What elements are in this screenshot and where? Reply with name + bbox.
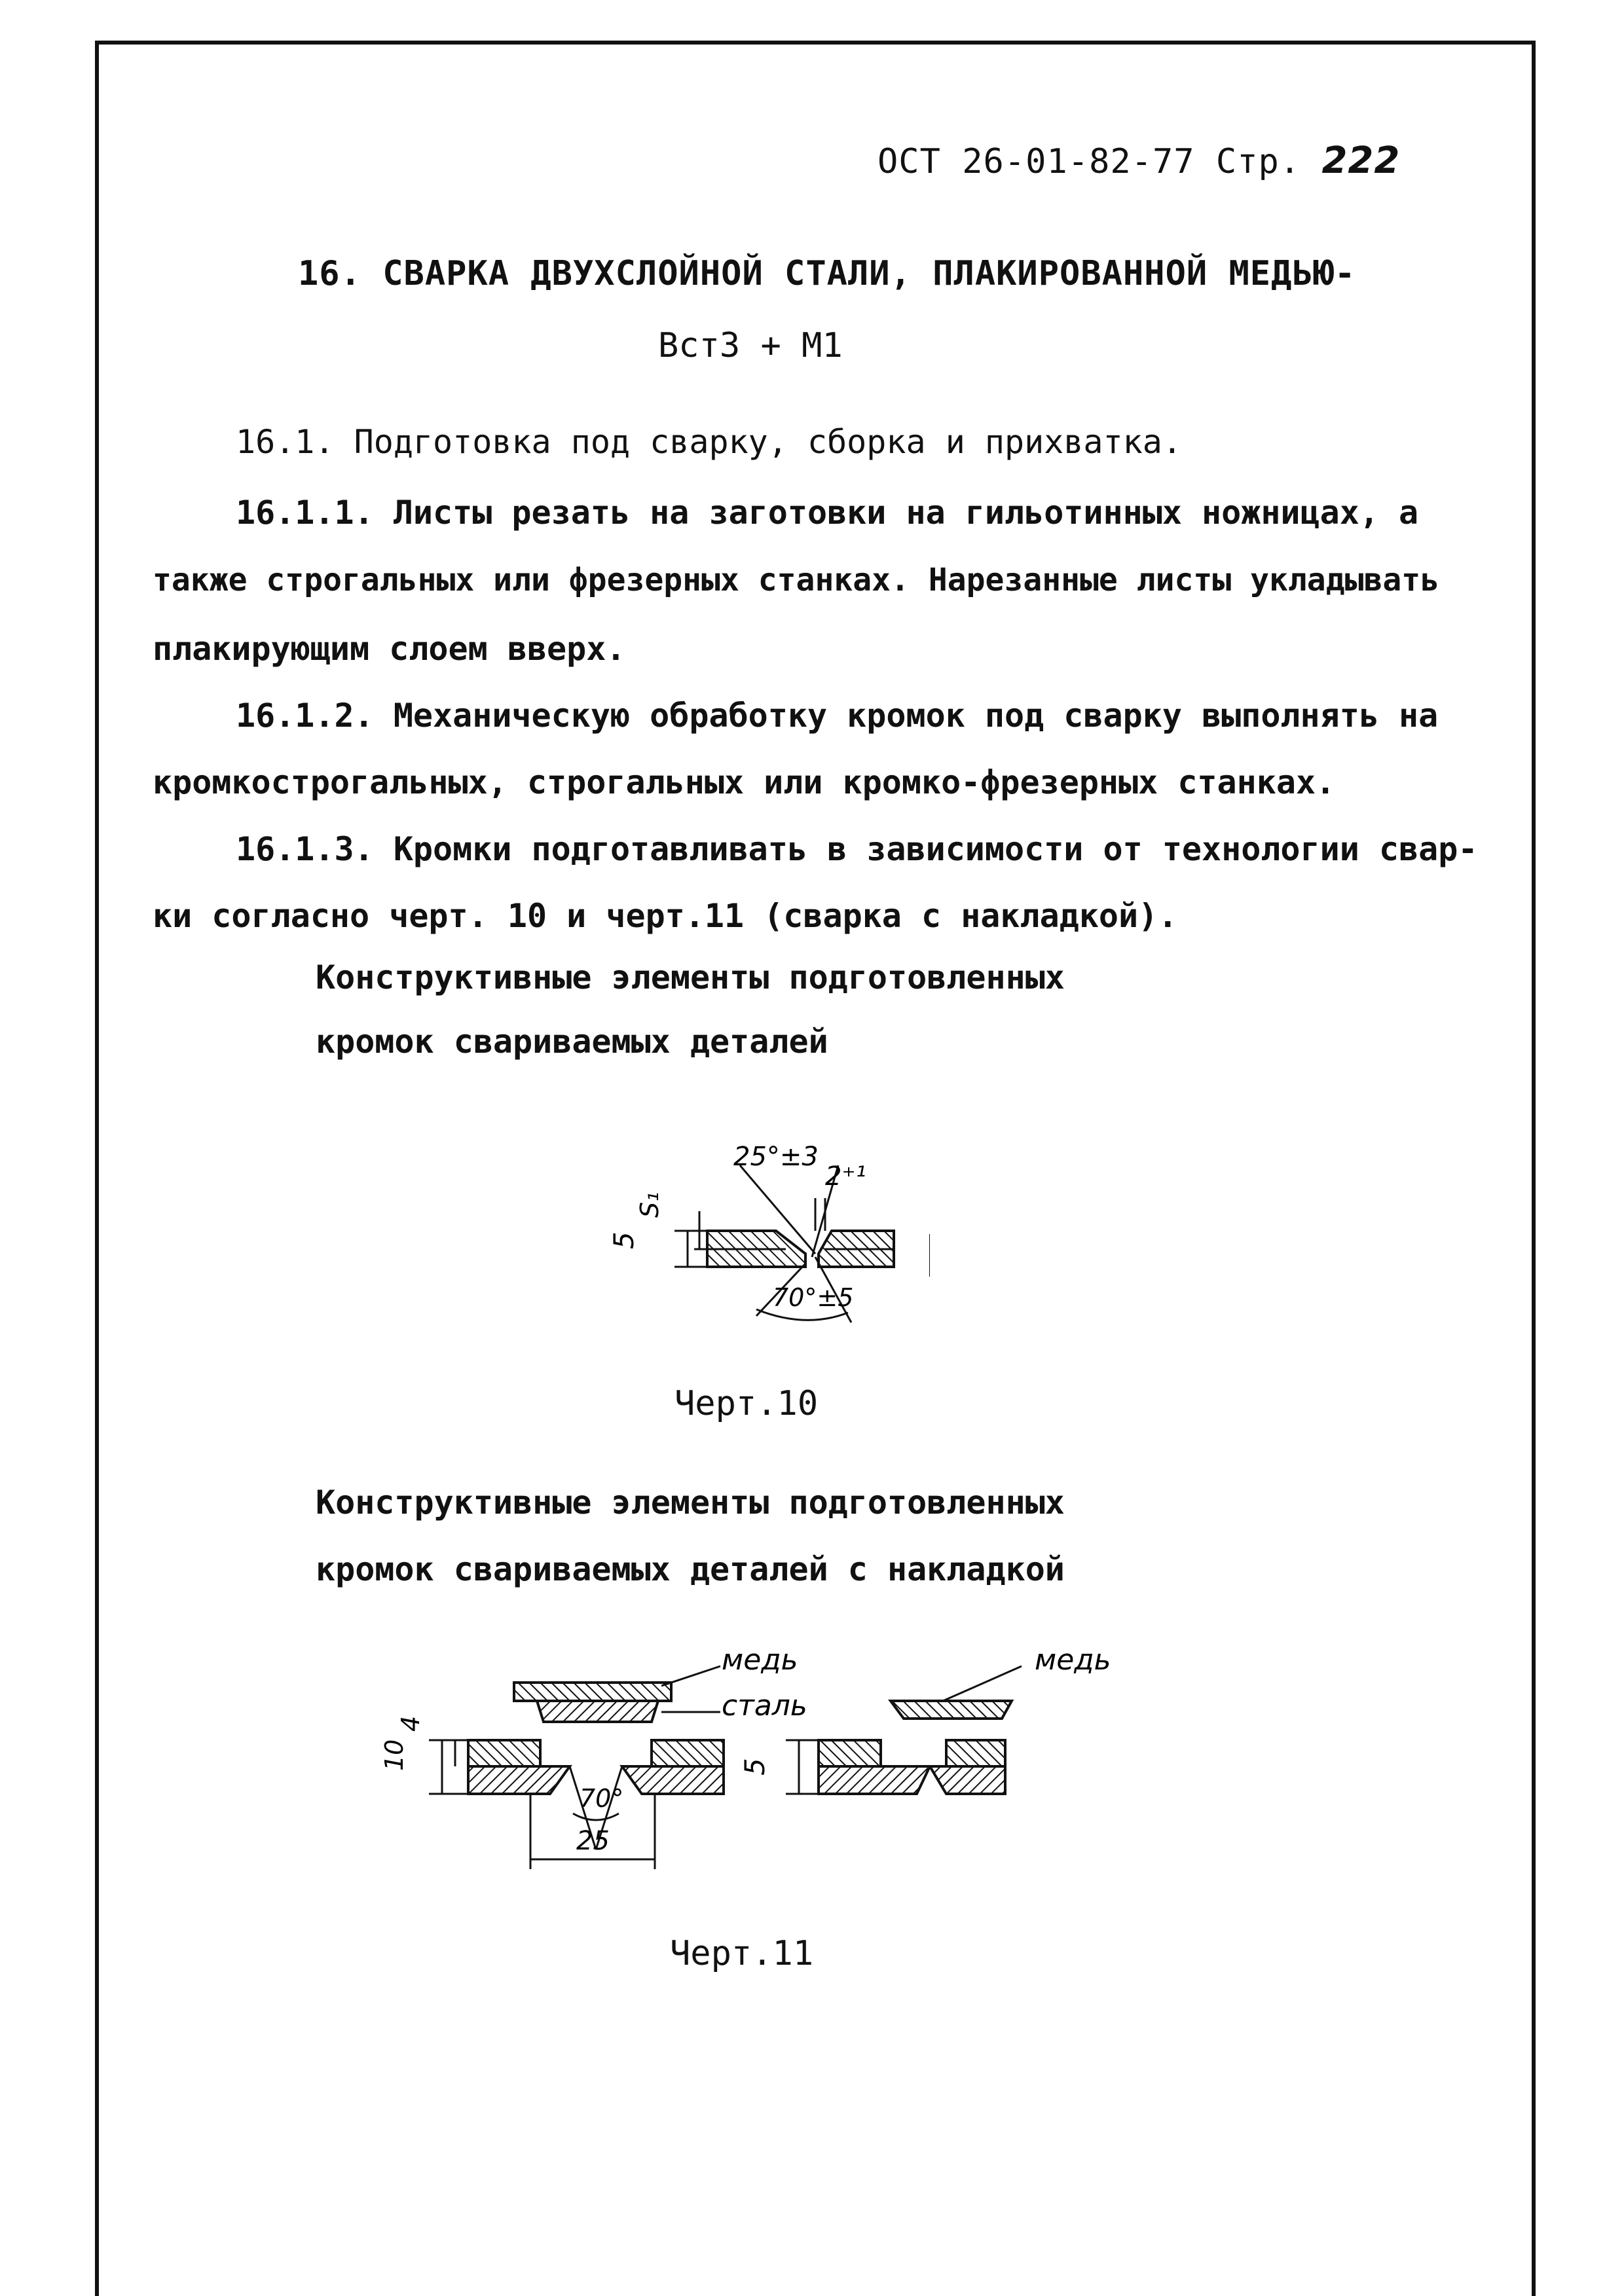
overlay-copper: [514, 1683, 671, 1701]
fig10-clad-label: S₁: [635, 1192, 664, 1218]
paragraph-16-1-3-line2: ки согласно черт. 10 и черт.11 (сварка с накладкой).: [153, 897, 1178, 935]
figure10-caption-line2: кромок свариваемых деталей: [316, 1023, 828, 1061]
paragraph-16-1-1-line2: также строгальных или фрезерных станках. Нарезанные листы укладывать: [153, 562, 1440, 598]
fig10-thickness-label: 5: [608, 1231, 640, 1249]
doc-number: ОСТ 26-01-82-77: [877, 142, 1195, 181]
fig11-steel-label: сталь: [722, 1689, 807, 1722]
overlay-steel: [537, 1701, 658, 1722]
figure11-caption-line1: Конструктивные элементы подготовленных: [316, 1484, 1065, 1522]
paragraph-16-1: 16.1. Подготовка под сварку, сборка и прихватка.: [236, 423, 1182, 461]
paragraph-16-1-1-line3: плакирующим слоем вверх.: [153, 630, 626, 668]
fig11-copper-right-label: медь: [1035, 1643, 1111, 1677]
fig11-thickness-right-label: 5: [739, 1758, 771, 1776]
fig10-gap-label: 2⁺¹: [825, 1161, 866, 1192]
overlay-copper-right: [891, 1701, 1012, 1719]
figure10-label: Черт.10: [674, 1384, 819, 1423]
figure10-drawing: [589, 1126, 930, 1336]
fig11-width-label: 25: [576, 1826, 610, 1856]
page-number: 222: [1321, 139, 1401, 182]
fig11-height-top-label: 4: [396, 1715, 425, 1732]
page-header: [877, 139, 1401, 182]
figure11-label: Черт.11: [670, 1934, 814, 1973]
section-subtitle: Вст3 + М1: [658, 326, 843, 365]
paragraph-16-1-1-line1: 16.1.1. Листы резать на заготовки на гильотинных ножницах, а: [236, 494, 1419, 532]
fig11-copper-left-label: медь: [722, 1643, 798, 1677]
fig10-top-angle-label: 25°±3: [733, 1142, 819, 1172]
fig11-angle-label: 70°: [580, 1784, 624, 1813]
paragraph-16-1-2-line1: 16.1.2. Механическую обработку кромок под сварку выполнять на: [236, 697, 1439, 735]
fig11-height-total-label: 10: [380, 1739, 409, 1771]
fig10-bottom-angle-label: 70°±5: [773, 1283, 854, 1312]
page-label: Стр.: [1215, 142, 1301, 181]
figure11-drawing: [354, 1630, 1172, 1879]
paragraph-16-1-2-line2: кромкострогальных, строгальных или кромко-фрезерных станках.: [153, 763, 1336, 801]
paragraph-16-1-3-line1: 16.1.3. Кромки подготавливать в зависимости от технологии свар-: [236, 830, 1478, 868]
section-title: 16. СВАРКА ДВУХСЛОЙНОЙ СТАЛИ, ПЛАКИРОВАННОЙ МЕДЬЮ-: [298, 254, 1356, 293]
figure11-caption-line2: кромок свариваемых деталей с накладкой: [316, 1550, 1065, 1588]
figure10-caption-line1: Конструктивные элементы подготовленных: [316, 958, 1065, 996]
